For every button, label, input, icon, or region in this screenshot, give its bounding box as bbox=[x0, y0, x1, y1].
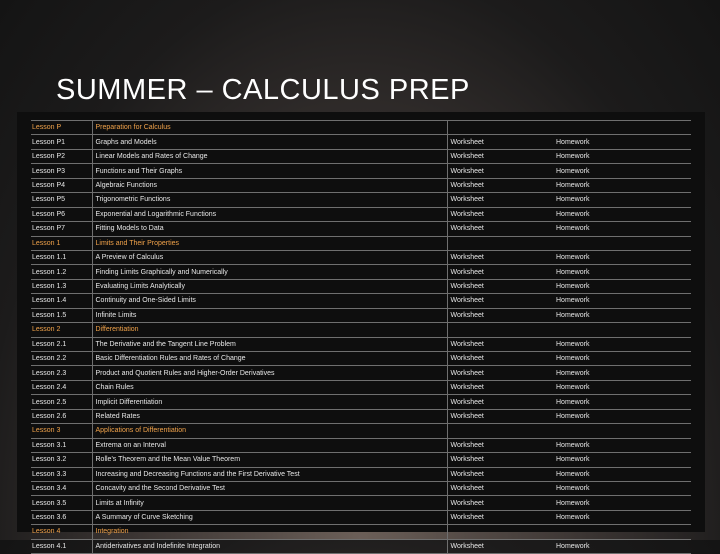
lesson-id-cell: Lesson 1 bbox=[31, 236, 92, 250]
lesson-title-cell: Basic Differentiation Rules and Rates of Change bbox=[92, 352, 447, 366]
lesson-id-cell: Lesson 3 bbox=[31, 424, 92, 438]
homework-link bbox=[553, 525, 691, 539]
homework-link[interactable]: Homework bbox=[553, 409, 691, 423]
lesson-id-cell: Lesson 3.4 bbox=[31, 481, 92, 495]
lesson-id-cell: Lesson 2 bbox=[31, 323, 92, 337]
lesson-title-cell: Chain Rules bbox=[92, 380, 447, 394]
homework-link[interactable]: Homework bbox=[553, 539, 691, 553]
lesson-table-panel bbox=[17, 112, 705, 550]
lesson-title-cell: Limits and Their Properties bbox=[92, 236, 447, 250]
section-header-row bbox=[31, 424, 691, 438]
lesson-row bbox=[31, 178, 691, 192]
lesson-title-cell: Functions and Their Graphs bbox=[92, 164, 447, 178]
lesson-title-cell: Product and Quotient Rules and Higher-Order Derivatives bbox=[92, 366, 447, 380]
lesson-id-cell: Lesson 1.1 bbox=[31, 250, 92, 264]
worksheet-link[interactable]: Worksheet bbox=[447, 178, 553, 192]
lesson-row bbox=[31, 438, 691, 452]
lesson-row bbox=[31, 510, 691, 524]
lesson-row bbox=[31, 294, 691, 308]
homework-link bbox=[553, 121, 691, 135]
lesson-table-body bbox=[31, 121, 691, 554]
worksheet-link[interactable]: Worksheet bbox=[447, 496, 553, 510]
lesson-title-cell: Implicit Differentiation bbox=[92, 395, 447, 409]
worksheet-link bbox=[447, 323, 553, 337]
homework-link[interactable]: Homework bbox=[553, 164, 691, 178]
lesson-id-cell: Lesson 3.3 bbox=[31, 467, 92, 481]
lesson-title-cell: Fitting Models to Data bbox=[92, 222, 447, 236]
lesson-id-cell: Lesson P4 bbox=[31, 178, 92, 192]
lesson-id-cell: Lesson 3.6 bbox=[31, 510, 92, 524]
lesson-title-cell: Applications of Differentiation bbox=[92, 424, 447, 438]
lesson-id-cell: Lesson P3 bbox=[31, 164, 92, 178]
lesson-title-cell: Finding Limits Graphically and Numerically bbox=[92, 265, 447, 279]
lesson-row bbox=[31, 352, 691, 366]
homework-link[interactable]: Homework bbox=[553, 178, 691, 192]
homework-link[interactable]: Homework bbox=[553, 308, 691, 322]
worksheet-link bbox=[447, 424, 553, 438]
lesson-row bbox=[31, 193, 691, 207]
homework-link[interactable]: Homework bbox=[553, 207, 691, 221]
worksheet-link[interactable]: Worksheet bbox=[447, 193, 553, 207]
lesson-title-cell: Preparation for Calculus bbox=[92, 121, 447, 135]
lesson-row bbox=[31, 409, 691, 423]
lesson-row bbox=[31, 279, 691, 293]
lesson-row bbox=[31, 453, 691, 467]
lesson-row bbox=[31, 481, 691, 495]
slide-title: SUMMER – CALCULUS PREP bbox=[56, 74, 470, 106]
worksheet-link[interactable]: Worksheet bbox=[447, 308, 553, 322]
lesson-title-cell: Rolle's Theorem and the Mean Value Theorem bbox=[92, 453, 447, 467]
worksheet-link bbox=[447, 525, 553, 539]
lesson-table-wrapper bbox=[31, 120, 691, 550]
worksheet-link[interactable]: Worksheet bbox=[447, 366, 553, 380]
lesson-title-cell: Linear Models and Rates of Change bbox=[92, 149, 447, 163]
lesson-id-cell: Lesson 1.2 bbox=[31, 265, 92, 279]
lesson-id-cell: Lesson 2.3 bbox=[31, 366, 92, 380]
lesson-id-cell: Lesson 1.4 bbox=[31, 294, 92, 308]
worksheet-link[interactable]: Worksheet bbox=[447, 467, 553, 481]
lesson-row bbox=[31, 467, 691, 481]
worksheet-link[interactable]: Worksheet bbox=[447, 352, 553, 366]
homework-link bbox=[553, 424, 691, 438]
lesson-row bbox=[31, 337, 691, 351]
lesson-id-cell: Lesson P2 bbox=[31, 149, 92, 163]
lesson-title-cell: Continuity and One-Sided Limits bbox=[92, 294, 447, 308]
lesson-title-cell: A Preview of Calculus bbox=[92, 250, 447, 264]
lesson-id-cell: Lesson 2.1 bbox=[31, 337, 92, 351]
lesson-row bbox=[31, 135, 691, 149]
worksheet-link[interactable]: Worksheet bbox=[447, 265, 553, 279]
worksheet-link[interactable]: Worksheet bbox=[447, 164, 553, 178]
lesson-id-cell: Lesson 2.5 bbox=[31, 395, 92, 409]
lesson-id-cell: Lesson 3.1 bbox=[31, 438, 92, 452]
worksheet-link[interactable]: Worksheet bbox=[447, 294, 553, 308]
worksheet-link[interactable]: Worksheet bbox=[447, 337, 553, 351]
homework-link[interactable]: Homework bbox=[553, 467, 691, 481]
lesson-row bbox=[31, 149, 691, 163]
homework-link[interactable]: Homework bbox=[553, 279, 691, 293]
lesson-id-cell: Lesson P7 bbox=[31, 222, 92, 236]
lesson-row bbox=[31, 207, 691, 221]
lesson-id-cell: Lesson P6 bbox=[31, 207, 92, 221]
homework-link[interactable]: Homework bbox=[553, 453, 691, 467]
worksheet-link[interactable]: Worksheet bbox=[447, 135, 553, 149]
lesson-id-cell: Lesson P1 bbox=[31, 135, 92, 149]
homework-link[interactable]: Homework bbox=[553, 395, 691, 409]
lesson-row bbox=[31, 496, 691, 510]
lesson-title-cell: Related Rates bbox=[92, 409, 447, 423]
lesson-row bbox=[31, 539, 691, 553]
lesson-title-cell: Increasing and Decreasing Functions and the First Derivative Test bbox=[92, 467, 447, 481]
lesson-row bbox=[31, 164, 691, 178]
homework-link[interactable]: Homework bbox=[553, 250, 691, 264]
lesson-id-cell: Lesson 2.6 bbox=[31, 409, 92, 423]
homework-link[interactable]: Homework bbox=[553, 149, 691, 163]
lesson-title-cell: The Derivative and the Tangent Line Problem bbox=[92, 337, 447, 351]
homework-link[interactable]: Homework bbox=[553, 438, 691, 452]
homework-link[interactable]: Homework bbox=[553, 193, 691, 207]
homework-link[interactable]: Homework bbox=[553, 481, 691, 495]
homework-link[interactable]: Homework bbox=[553, 265, 691, 279]
worksheet-link[interactable]: Worksheet bbox=[447, 438, 553, 452]
lesson-title-cell: Trigonometric Functions bbox=[92, 193, 447, 207]
homework-link bbox=[553, 236, 691, 250]
lesson-row bbox=[31, 380, 691, 394]
worksheet-link[interactable]: Worksheet bbox=[447, 222, 553, 236]
lesson-id-cell: Lesson 4 bbox=[31, 525, 92, 539]
lesson-title-cell: Infinite Limits bbox=[92, 308, 447, 322]
lesson-row bbox=[31, 395, 691, 409]
lesson-row bbox=[31, 308, 691, 322]
lesson-title-cell: Antiderivatives and Indefinite Integration bbox=[92, 539, 447, 553]
homework-link[interactable]: Homework bbox=[553, 366, 691, 380]
homework-link[interactable]: Homework bbox=[553, 352, 691, 366]
lesson-id-cell: Lesson 2.2 bbox=[31, 352, 92, 366]
worksheet-link[interactable]: Worksheet bbox=[447, 149, 553, 163]
worksheet-link[interactable]: Worksheet bbox=[447, 481, 553, 495]
worksheet-link[interactable]: Worksheet bbox=[447, 510, 553, 524]
lesson-id-cell: Lesson 1.3 bbox=[31, 279, 92, 293]
lesson-id-cell: Lesson 3.5 bbox=[31, 496, 92, 510]
lesson-id-cell: Lesson 4.1 bbox=[31, 539, 92, 553]
lesson-title-cell: Differentiation bbox=[92, 323, 447, 337]
lesson-id-cell: Lesson P5 bbox=[31, 193, 92, 207]
worksheet-link[interactable]: Worksheet bbox=[447, 453, 553, 467]
lesson-title-cell: Limits at Infinity bbox=[92, 496, 447, 510]
lesson-title-cell: Concavity and the Second Derivative Test bbox=[92, 481, 447, 495]
homework-link[interactable]: Homework bbox=[553, 222, 691, 236]
worksheet-link bbox=[447, 236, 553, 250]
section-header-row bbox=[31, 525, 691, 539]
lesson-row bbox=[31, 250, 691, 264]
homework-link[interactable]: Homework bbox=[553, 510, 691, 524]
worksheet-link bbox=[447, 121, 553, 135]
lesson-row bbox=[31, 265, 691, 279]
homework-link[interactable]: Homework bbox=[553, 337, 691, 351]
worksheet-link[interactable]: Worksheet bbox=[447, 279, 553, 293]
homework-link[interactable]: Homework bbox=[553, 380, 691, 394]
homework-link[interactable]: Homework bbox=[553, 496, 691, 510]
worksheet-link[interactable]: Worksheet bbox=[447, 380, 553, 394]
lesson-row bbox=[31, 222, 691, 236]
worksheet-link[interactable]: Worksheet bbox=[447, 395, 553, 409]
section-header-row bbox=[31, 323, 691, 337]
lesson-id-cell: Lesson 3.2 bbox=[31, 453, 92, 467]
worksheet-link[interactable]: Worksheet bbox=[447, 409, 553, 423]
worksheet-link[interactable]: Worksheet bbox=[447, 250, 553, 264]
section-header-row bbox=[31, 236, 691, 250]
lesson-title-cell: Evaluating Limits Analytically bbox=[92, 279, 447, 293]
homework-link bbox=[553, 323, 691, 337]
lesson-row bbox=[31, 366, 691, 380]
lesson-title-cell: Graphs and Models bbox=[92, 135, 447, 149]
worksheet-link[interactable]: Worksheet bbox=[447, 207, 553, 221]
lesson-id-cell: Lesson P bbox=[31, 121, 92, 135]
lesson-title-cell: Exponential and Logarithmic Functions bbox=[92, 207, 447, 221]
section-header-row bbox=[31, 121, 691, 135]
lesson-title-cell: Extrema on an Interval bbox=[92, 438, 447, 452]
worksheet-link[interactable]: Worksheet bbox=[447, 539, 553, 553]
lesson-title-cell: Algebraic Functions bbox=[92, 178, 447, 192]
homework-link[interactable]: Homework bbox=[553, 135, 691, 149]
lesson-id-cell: Lesson 2.4 bbox=[31, 380, 92, 394]
homework-link[interactable]: Homework bbox=[553, 294, 691, 308]
lesson-id-cell: Lesson 1.5 bbox=[31, 308, 92, 322]
lesson-title-cell: A Summary of Curve Sketching bbox=[92, 510, 447, 524]
lesson-table bbox=[31, 120, 691, 554]
lesson-title-cell: Integration bbox=[92, 525, 447, 539]
